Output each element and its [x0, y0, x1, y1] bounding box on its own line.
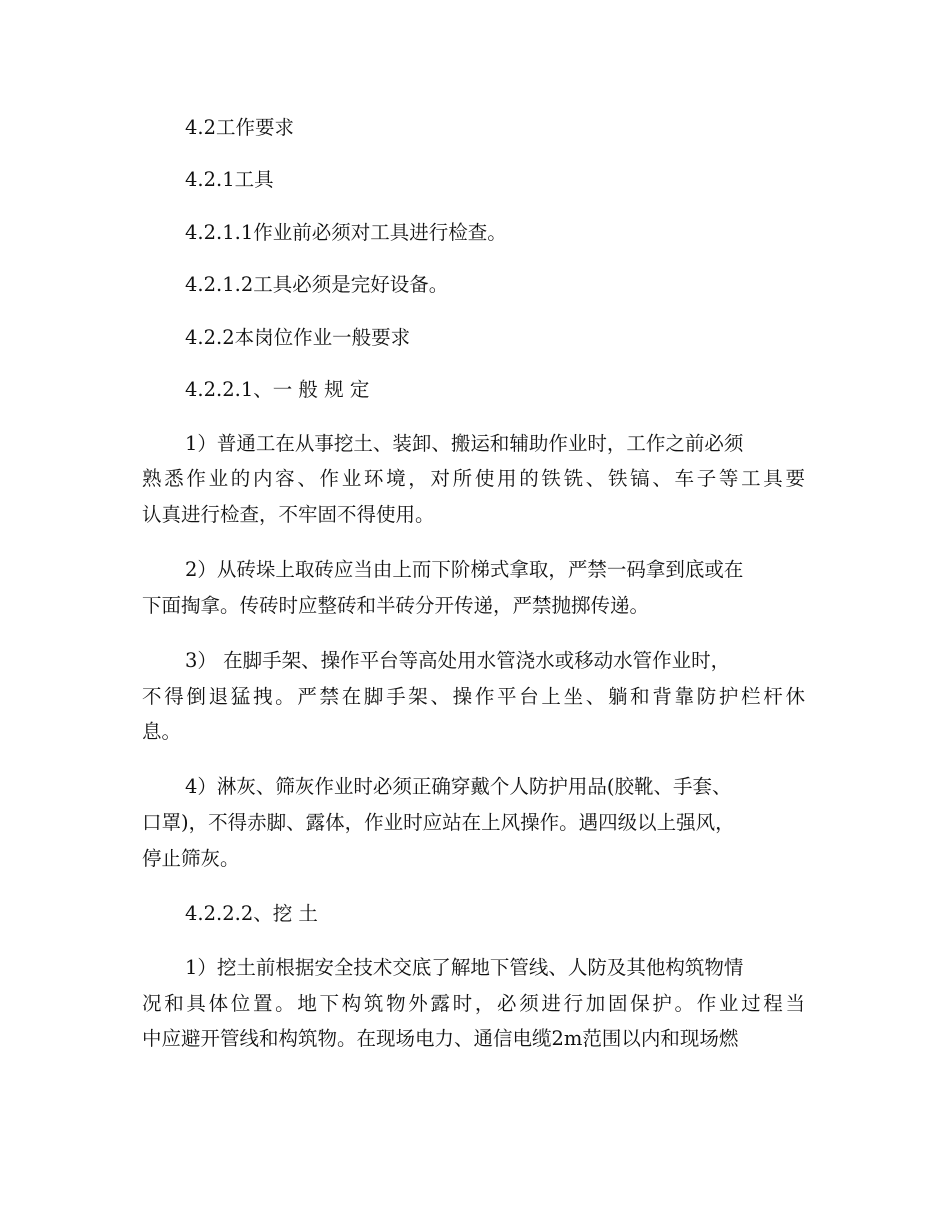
clause-heading: 4.2.2.1、一 般 规 定 [185, 378, 370, 401]
paragraph-line: 认真进行检查，不牢固不得使用。 [142, 503, 435, 526]
paragraph-line: 不得倒退猛拽。严禁在脚手架、操作平台上坐、躺和背靠防护栏杆休 [142, 685, 805, 708]
clause-text: 4.2.1.1作业前必须对工具进行检查。 [185, 221, 507, 244]
section-heading: 4.2工作要求 [185, 116, 295, 139]
paragraph-line: 口罩)，不得赤脚、露体，作业时应站在上风操作。遇四级以上强风， [142, 811, 735, 834]
paragraph-line: 中应避开管线和构筑物。在现场电力、通信电缆2m范围以内和现场燃 [142, 1027, 739, 1050]
clause-text: 4.2.1.2工具必须是完好设备。 [185, 273, 449, 296]
paragraph-line: 熟悉作业的内容、作业环境，对所使用的铁铣、铁镐、车子等工具要 [142, 467, 805, 490]
subsection-heading: 4.2.1工具 [185, 168, 274, 191]
clause-heading: 4.2.2.2、挖 土 [185, 902, 318, 925]
paragraph-line: 停止筛灰。 [142, 847, 240, 870]
paragraph-line: 1）普通工在从事挖土、装卸、搬运和辅助作业时，工作之前必须 [185, 432, 744, 455]
paragraph-line: 况和具体位置。地下构筑物外露时，必须进行加固保护。作业过程当 [142, 992, 805, 1015]
paragraph-line: 下面掏拿。传砖时应整砖和半砖分开传递，严禁抛掷传递。 [142, 594, 650, 617]
paragraph-line: 1）挖土前根据安全技术交底了解地下管线、人防及其他构筑物情 [185, 956, 744, 979]
paragraph-line: 2）从砖垛上取砖应当由上而下阶梯式拿取，严禁一码拿到底或在 [185, 558, 744, 581]
paragraph-line: 息。 [142, 720, 182, 743]
subsection-heading: 4.2.2本岗位作业一般要求 [185, 326, 411, 349]
paragraph-line: 4）淋灰、筛灰作业时必须正确穿戴个人防护用品(胶靴、手套、 [185, 775, 732, 798]
paragraph-line: 3） 在脚手架、操作平台等高处用水管浇水或移动水管作业时， [185, 649, 731, 672]
